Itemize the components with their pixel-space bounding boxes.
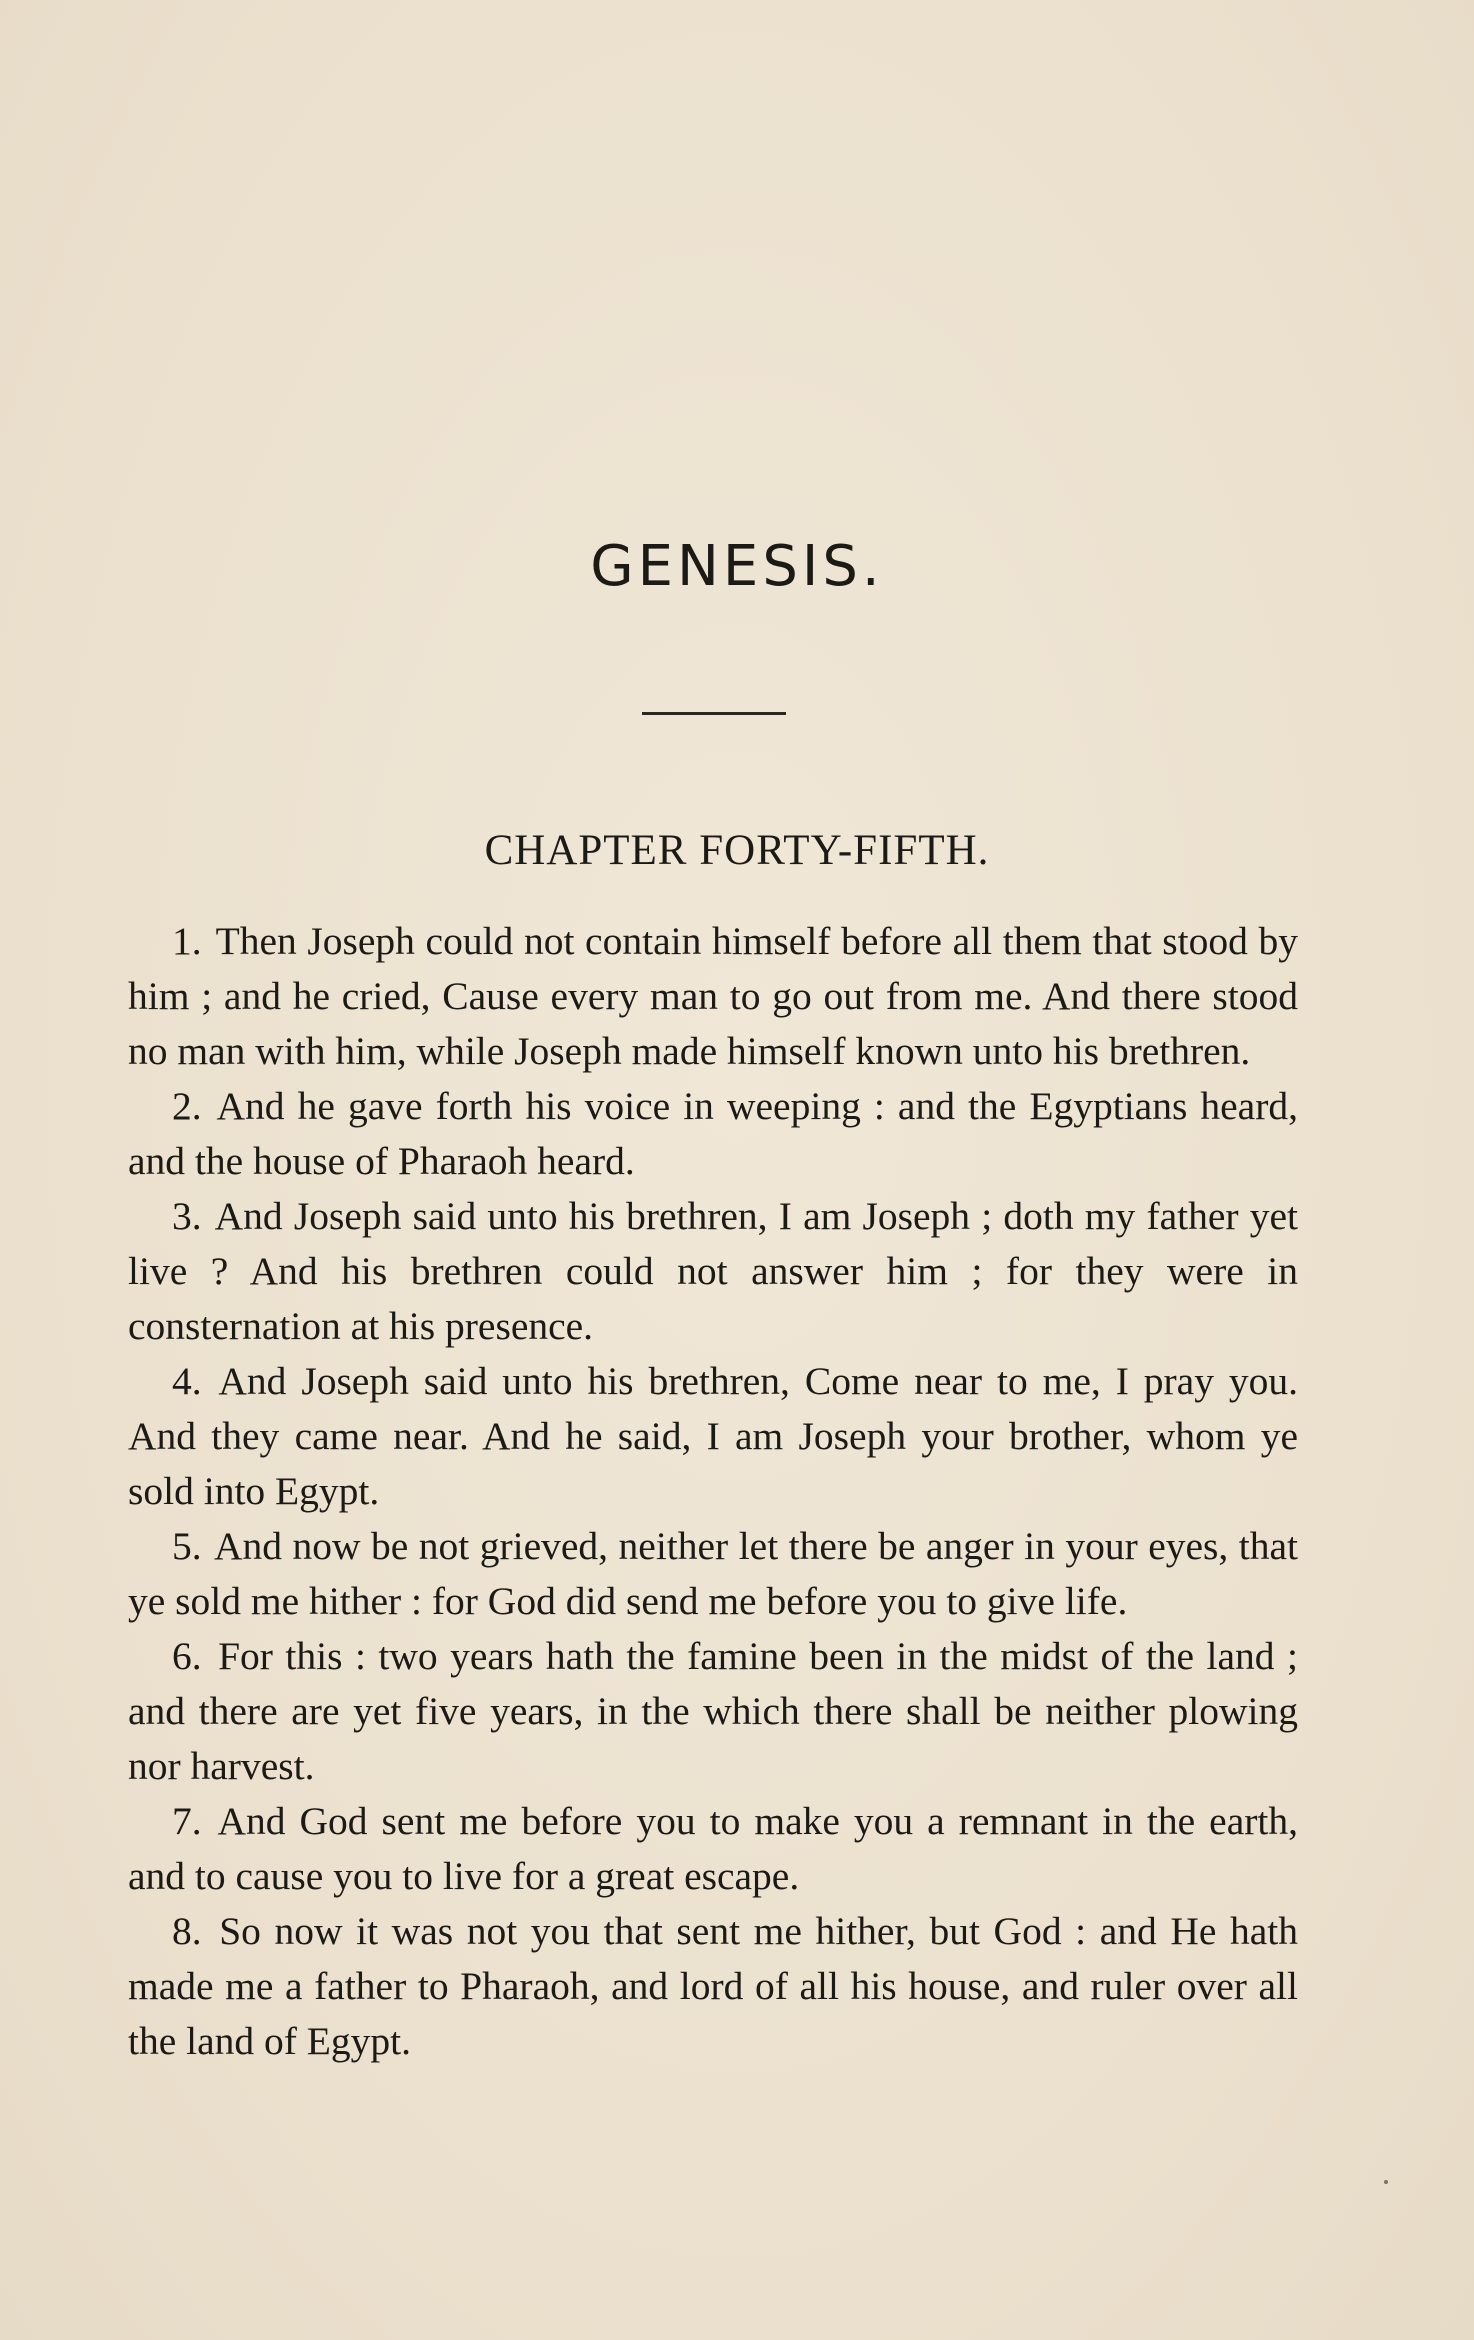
page-speck bbox=[1384, 2180, 1388, 2184]
verse-number: 6. bbox=[172, 1634, 202, 1678]
verse-text: For this : two years hath the famine been in the midst of the land ; and there are yet five years, in the which there shall be neither plowing nor harvest. bbox=[128, 1634, 1298, 1788]
verse-text: And Joseph said unto his brethren, Come near to me, I pray you. And they came near. And he said, I am Joseph your brother, whom ye sold into Egypt. bbox=[128, 1359, 1298, 1513]
title-divider-rule bbox=[642, 712, 786, 715]
chapter-heading: CHAPTER FORTY-FIFTH. bbox=[484, 827, 990, 874]
verse-text: So now it was not you that sent me hither, but God : and He hath made me a father to Pharaoh, and lord of all his house, and ruler over all the land of Egypt. bbox=[128, 1909, 1298, 2063]
verse bbox=[128, 1629, 1298, 1794]
verse-text: And he gave forth his voice in weeping : and the Egyptians heard, and the house of Pharaoh heard. bbox=[128, 1084, 1298, 1183]
verse bbox=[128, 914, 1298, 1079]
verse bbox=[128, 1354, 1298, 1519]
verse-number: 4. bbox=[172, 1359, 202, 1403]
book-title: GENESIS. bbox=[590, 534, 884, 599]
verse-number: 1. bbox=[172, 919, 202, 963]
verse-text: And God sent me before you to make you a remnant in the earth, and to cause you to live for a great escape. bbox=[128, 1799, 1298, 1898]
verse bbox=[128, 1904, 1298, 2069]
verse-number: 7. bbox=[172, 1799, 202, 1843]
verse-list bbox=[128, 914, 1298, 2069]
verse bbox=[128, 1794, 1298, 1904]
verse-number: 2. bbox=[172, 1084, 202, 1128]
verse-number: 3. bbox=[172, 1194, 202, 1238]
verse-number: 8. bbox=[172, 1909, 202, 1953]
verse-number: 5. bbox=[172, 1524, 202, 1568]
verse-text: And now be not grieved, neither let there be anger in your eyes, that ye sold me hither : for God did send me before you to give life. bbox=[128, 1524, 1298, 1623]
verse bbox=[128, 1189, 1298, 1354]
verse-text: And Joseph said unto his brethren, I am Joseph ; doth my father yet live ? And his brethren could not answer him ; for they were in consternation at his presence. bbox=[128, 1194, 1298, 1348]
verse bbox=[128, 1519, 1298, 1629]
verse bbox=[128, 1079, 1298, 1189]
verse-text: Then Joseph could not contain himself before all them that stood by him ; and he cried, Cause every man to go out from me. And there stood no man with him, while Joseph made himself known unto his brethren. bbox=[128, 919, 1298, 1073]
